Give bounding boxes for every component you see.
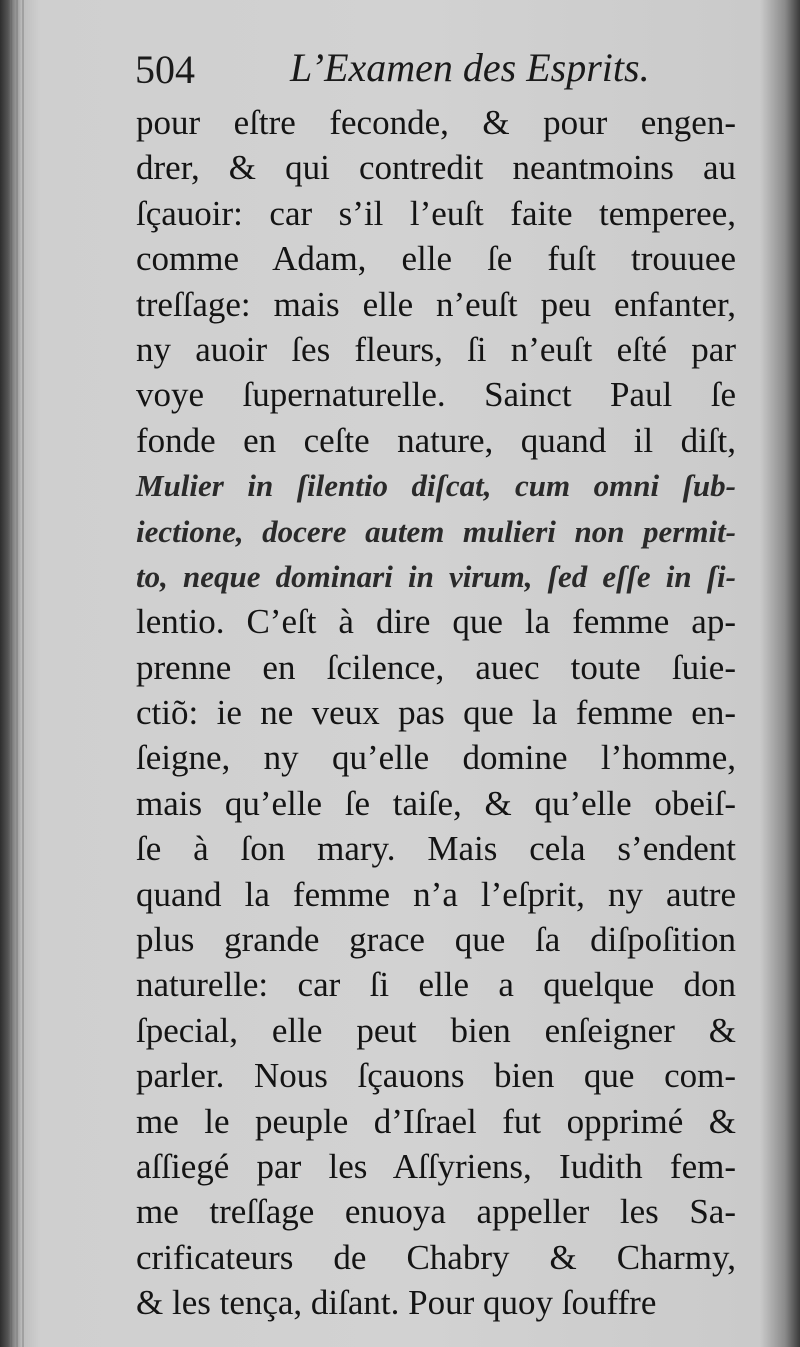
text-line: ctiõ: ie ne veux pas que la femme en- xyxy=(136,693,736,733)
page-number: 504 xyxy=(135,47,195,92)
text-block xyxy=(130,40,740,1323)
page-header xyxy=(130,40,740,96)
text-line: me le peuple d’Iſrael fut opprimé & xyxy=(136,1101,736,1141)
text-line: ſe à ſon mary. Mais cela s’endent xyxy=(136,829,736,869)
text-line: pour eſtre feconde, & pour engen- xyxy=(136,103,736,142)
text-line: plus grande grace que ſa diſpoſition xyxy=(136,920,736,960)
text-line: fonde en ceſte nature, quand il diſt, xyxy=(136,420,736,460)
text-line: voye ſupernaturelle. Sainct Paul ſe xyxy=(136,375,736,415)
text-line: prenne en ſcilence, auec toute ſuie- xyxy=(136,647,736,687)
body-text xyxy=(136,100,736,1326)
text-line: mais qu’elle ſe taiſe, & qu’elle obeiſ- xyxy=(136,783,736,823)
running-head: L’Examen des Esprits. xyxy=(290,45,650,90)
text-line: quand la femme n’a l’eſprit, ny autre xyxy=(136,874,736,914)
text-line: parler. Nous ſçauons bien que com- xyxy=(136,1056,736,1096)
text-line: ny auoir ſes fleurs, ſi n’euſt eſté par xyxy=(136,329,736,369)
text-line: crificateurs de Chabry & Charmy, xyxy=(136,1237,736,1277)
text-line: aſſiegé par les Aſſyriens, Iudith fem- xyxy=(136,1146,736,1186)
text-line: comme Adam, elle ſe fuſt trouuee xyxy=(136,239,736,279)
text-line: Mulier in ſilentio diſcat, cum omni ſub- xyxy=(136,468,736,504)
text-line: to, neque dominari in virum, ſed eſſe in ſi- xyxy=(136,558,736,594)
text-line: me treſſage enuoya appeller les Sa- xyxy=(136,1192,736,1232)
text-line: naturelle: car ſi elle a quelque don xyxy=(136,965,736,1005)
binding-edge xyxy=(10,0,12,1347)
text-line: ſçauoir: car s’il l’euſt faite temperee, xyxy=(136,193,736,233)
text-line: ſpecial, elle peut bien enſeigner & xyxy=(136,1010,736,1050)
text-line: iectione, docere autem mulieri non permit- xyxy=(136,513,736,549)
text-line: & les tença, diſant. Pour quoy ſouffre xyxy=(136,1283,657,1323)
binding-edge xyxy=(22,0,24,1347)
text-line: ſeigne, ny qu’elle domine l’homme, xyxy=(136,738,736,778)
text-line: treſſage: mais elle n’euſt peu enfanter, xyxy=(136,284,736,324)
binding-edge xyxy=(16,0,18,1347)
text-line: lentio. C’eſt à dire que la femme ap- xyxy=(136,602,736,642)
text-line: drer, & qui contredit neantmoins au xyxy=(136,148,736,188)
